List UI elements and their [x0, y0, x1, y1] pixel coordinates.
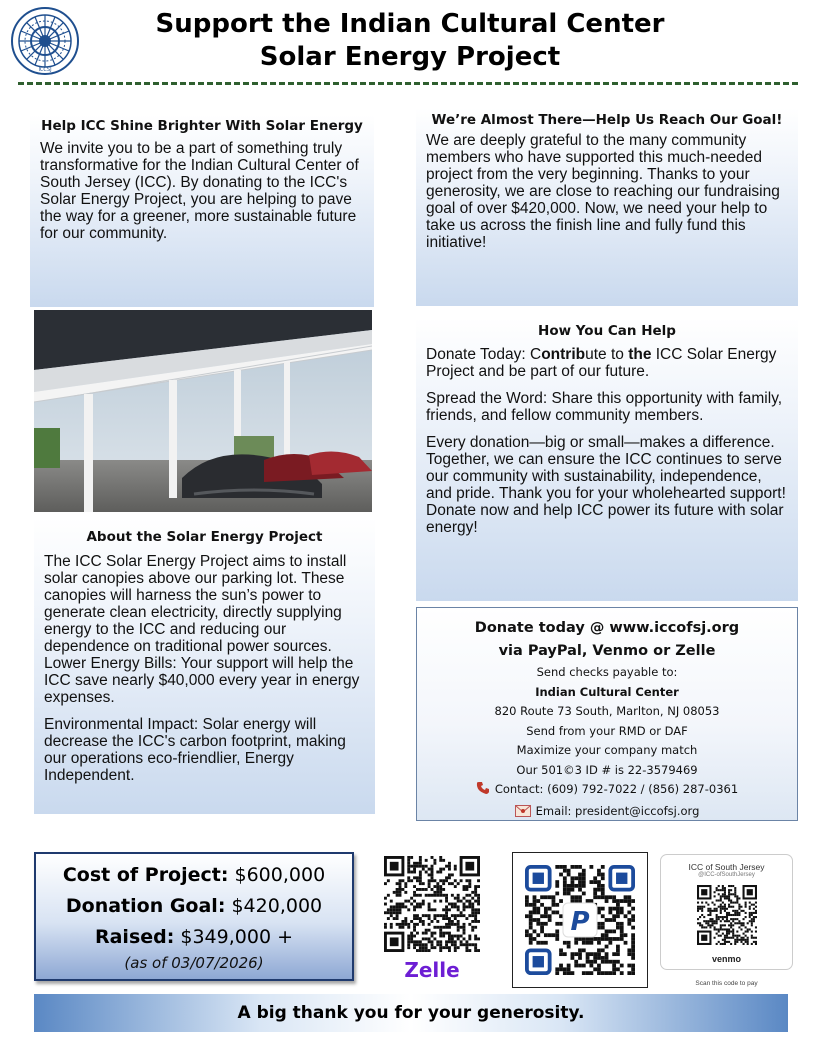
venmo-qr-code[interactable]: [697, 885, 757, 945]
venmo-handle: @ICC-ofSouthJersey: [698, 872, 755, 878]
email-address[interactable]: Email: president@iccofsj.org: [535, 803, 700, 818]
about-body-2: Environmental Impact: Solar energy will decrease the ICC's carbon footprint, making our operations eco-friendlier, Energy Independent.: [44, 716, 346, 784]
almost-there-panel: [416, 108, 798, 306]
venmo-qr-card[interactable]: [660, 854, 793, 970]
contact-phones[interactable]: Contact: (609) 792-7022 / (856) 287-0361: [494, 782, 739, 796]
raised-row: Raised: $349,000 +: [94, 926, 294, 948]
contact-line: [417, 780, 797, 802]
as-of-date: (as of 03/07/2026): [124, 954, 264, 972]
solar-canopy-photo: [34, 310, 372, 512]
zelle-qr-code[interactable]: [384, 856, 480, 952]
how-you-can-help-panel: [416, 318, 798, 601]
about-body-1: The ICC Solar Energy Project aims to install solar canopies above our parking lot. These canopies will harness the sun’s power to generate clean electricity, directly supplying energy to the ICC and reducing our dependence on traditional power sources. Lower Energy Bills: Your support will help the ICC save nearly $40,000 every year in energy expenses.: [44, 553, 360, 706]
about-heading: About the Solar Energy Project: [86, 529, 323, 545]
zelle-logo: Zelle: [404, 958, 460, 982]
venmo-account-name: ICC of South Jersey: [688, 862, 765, 872]
svg-text:ICCSJ: ICCSJ: [38, 67, 52, 73]
rmd-daf: Send from your RMD or DAF: [526, 723, 688, 738]
paypal-icon: P: [570, 907, 590, 937]
phone-icon: [476, 781, 490, 802]
goal-row: Donation Goal: $420,000: [65, 895, 323, 917]
mailing-address: 820 Route 73 South, Marlton, NJ 08053: [494, 704, 720, 718]
donate-methods: via PayPal, Venmo or Zelle: [498, 643, 716, 659]
cost-row: Cost of Project: $600,000: [62, 864, 326, 886]
envelope-icon: [515, 804, 531, 824]
tax-id: Our 501©3 ID # is 22-3579469: [516, 762, 698, 777]
venmo-logo: venmo: [711, 954, 741, 964]
paypal-qr-code[interactable]: [512, 852, 648, 988]
title-divider: [18, 82, 798, 85]
shine-body: We invite you to be a part of something truly transformative for the Indian Cultural Center of South Jersey (ICC). By donating to the ICC's Solar Energy Project, you are helping to pave the way for a greener, more sustainable future for our community.: [40, 140, 359, 242]
checks-payable: Send checks payable to:: [536, 665, 678, 679]
help-every-donation: Every donation—big or small—makes a difference. Together, we can ensure the ICC continues to serve our community with sustainability, independence, and pride. Thank you for your wholehearted support! Donate now and help ICC power its future with solar energy!: [426, 434, 786, 536]
thank-you-banner: A big thank you for your generosity.: [34, 994, 788, 1032]
shine-heading: Help ICC Shine Brighter With Solar Energy: [41, 118, 363, 134]
company-match: Maximize your company match: [516, 743, 698, 757]
org-name: Indian Cultural Center: [535, 684, 679, 699]
donate-info-box: [416, 607, 798, 821]
email-line: [417, 802, 797, 824]
help-donate-today: Donate Today: Contribute to the ICC Solar Energy Project and be part of our future.: [426, 346, 777, 380]
icc-logo: [10, 6, 80, 76]
title-line-1: Support the Indian Cultural Center: [155, 9, 665, 39]
title-line-2: Solar Energy Project: [259, 42, 561, 72]
almost-heading: We’re Almost There—Help Us Reach Our Goal!: [431, 112, 783, 128]
fundraising-summary: [34, 852, 354, 981]
about-project-panel: [34, 518, 375, 814]
help-heading: How You Can Help: [538, 323, 676, 339]
donate-website[interactable]: Donate today @ www.iccofsj.org: [474, 620, 740, 636]
venmo-scan-caption: Scan this code to pay: [695, 980, 758, 987]
shine-panel: [30, 115, 374, 307]
help-spread-word: Spread the Word: Share this opportunity with family, friends, and fellow community members.: [426, 390, 783, 424]
almost-body: We are deeply grateful to the many community members who have supported this much-needed project from the very beginning. Thanks to your generosity, we are close to reaching our fundraising goal of over $420,000. Now, we need your help to take us across the finish line and fully fund this initiative!: [426, 132, 780, 251]
page-title: [100, 8, 720, 74]
